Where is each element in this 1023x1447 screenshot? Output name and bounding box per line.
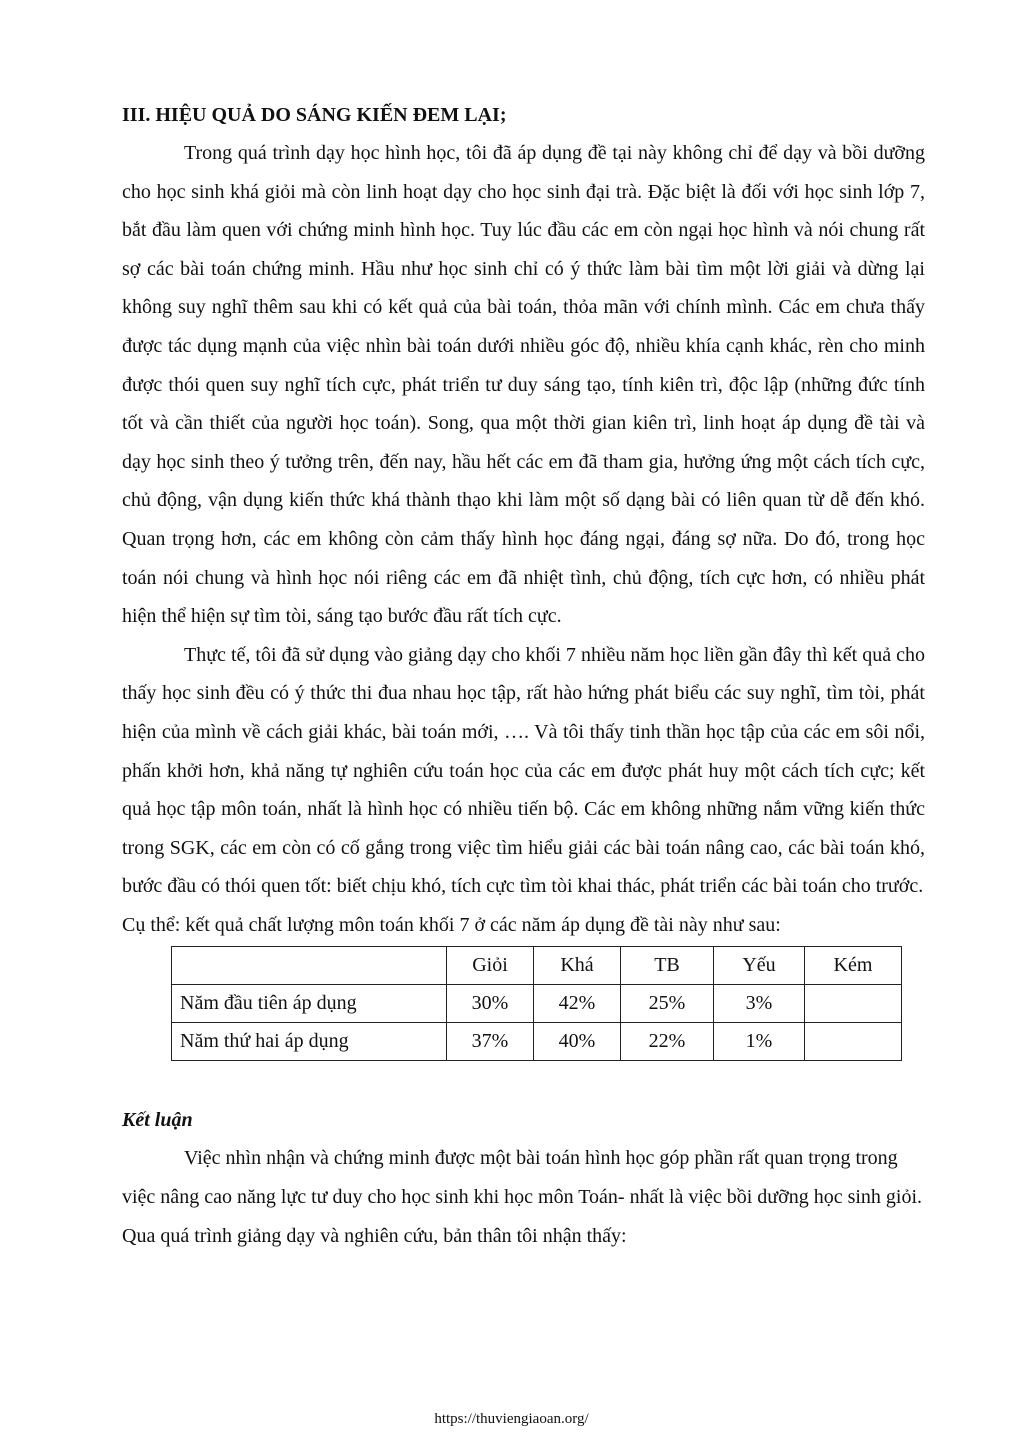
- table-cell: 42%: [534, 985, 621, 1023]
- table-cell: 3%: [714, 985, 805, 1023]
- table-header-cell: TB: [621, 947, 714, 985]
- section-heading: III. HIỆU QUẢ DO SÁNG KIẾN ĐEM LẠI;: [122, 104, 507, 126]
- table-cell: [805, 1023, 902, 1061]
- table-cell: 25%: [621, 985, 714, 1023]
- table-header-row: [172, 947, 902, 985]
- conclusion-heading: Kết luận: [122, 1109, 193, 1132]
- footer-url: https://thuviengiaoan.org/: [434, 1411, 589, 1427]
- table-intro: Cụ thể: kết quả chất lượng môn toán khối 7 ở các năm áp dụng đề tài này như sau:: [122, 913, 781, 936]
- table-cell: 22%: [621, 1023, 714, 1061]
- table-cell: Năm đầu tiên áp dụng: [172, 985, 447, 1023]
- table-header-cell: Kém: [805, 947, 902, 985]
- conclusion-paragraph: Việc nhìn nhận và chứng minh được một bài toán hình học góp phần rất quan trọng trong việc nâng cao năng lực tư duy cho học sinh khi học môn Toán- nhất là việc bồi dưỡng học sinh giỏi. Qua quá trình giảng dạy và nghiên cứu, bản thân tôi nhận thấy:: [122, 1147, 923, 1247]
- table-header-cell: Yếu: [714, 947, 805, 985]
- table-cell: 37%: [447, 1023, 534, 1061]
- table-row: [172, 1023, 902, 1061]
- table-header-cell: Giỏi: [447, 947, 534, 985]
- table-cell: [805, 985, 902, 1023]
- results-table: [171, 946, 902, 1061]
- paragraph-1: Trong quá trình dạy học hình học, tôi đã áp dụng đề tại này không chỉ để dạy và bồi dưỡng cho học sinh khá giỏi mà còn linh hoạt dạy cho học sinh đại trà. Đặc biệt là đối với học sinh lớp 7, bắt đầu làm quen với chứng minh hình học. Tuy lúc đầu các em còn ngại học hình và nói chung rất sợ các bài toán chứng minh. Hầu như học sinh chỉ có ý thức làm bài tìm một lời giải và dừng lại không suy nghĩ thêm sau khi có kết quả của bài toán, thỏa mãn với chính mình. Các em chưa thấy được tác dụng mạnh của việc nhìn bài toán dưới nhiều góc độ, nhiều khía cạnh khác, rèn cho minh được thói quen suy nghĩ tích cực, phát triển tư duy sáng tạo, tính kiên trì, độc lập (những đức tính tốt và cần thiết của người học toán). Song, qua một thời gian kiên trì, linh hoạt áp dụng đề tài và dạy học sinh theo ý tưởng trên, đến nay, hầu hết các em đã tham gia, hưởng ứng một cách tích cực, chủ động, vận dụng kiến thức khá thành thạo khi làm một số dạng bài có liên quan từ dễ đến khó. Quan trọng hơn, các em không còn cảm thấy hình học đáng ngại, đáng sợ nữa. Do đó, trong học toán nói chung và hình học nói riêng các em đã nhiệt tình, chủ động, tích cực hơn, có nhiều phát hiện thể hiện sự tìm tòi, sáng tạo bước đầu rất tích cực.: [122, 142, 925, 628]
- paragraph-2: Thực tế, tôi đã sử dụng vào giảng dạy cho khối 7 nhiều năm học liền gần đây thì kết quả cho thấy học sinh đều có ý thức thi đua nhau học tập, rất hào hứng phát biểu các suy nghĩ, tìm tòi, phát hiện của mình về cách giải khác, bài toán mới, …. Và tôi thấy tinh thần học tập của các em sôi nổi, phấn khởi hơn, khả năng tự nghiên cứu toán học của các em được phát huy một cách tích cực; kết quả học tập môn toán, nhất là hình học có nhiều tiến bộ. Các em không những nắm vững kiến thức trong SGK, các em còn có cố gắng trong việc tìm hiểu giải các bài toán nâng cao, các bài toán khó, bước đầu có thói quen tốt: biết chịu khó, tích cực tìm tòi khai thác, phát triển các bài toán cho trước.: [122, 643, 925, 898]
- table-cell: 40%: [534, 1023, 621, 1061]
- table-header-cell: [172, 947, 447, 985]
- table-cell: 30%: [447, 985, 534, 1023]
- document-page: [122, 96, 925, 1255]
- table-row: [172, 985, 902, 1023]
- table-header-cell: Khá: [534, 947, 621, 985]
- table-cell: Năm thứ hai áp dụng: [172, 1023, 447, 1061]
- table-cell: 1%: [714, 1023, 805, 1061]
